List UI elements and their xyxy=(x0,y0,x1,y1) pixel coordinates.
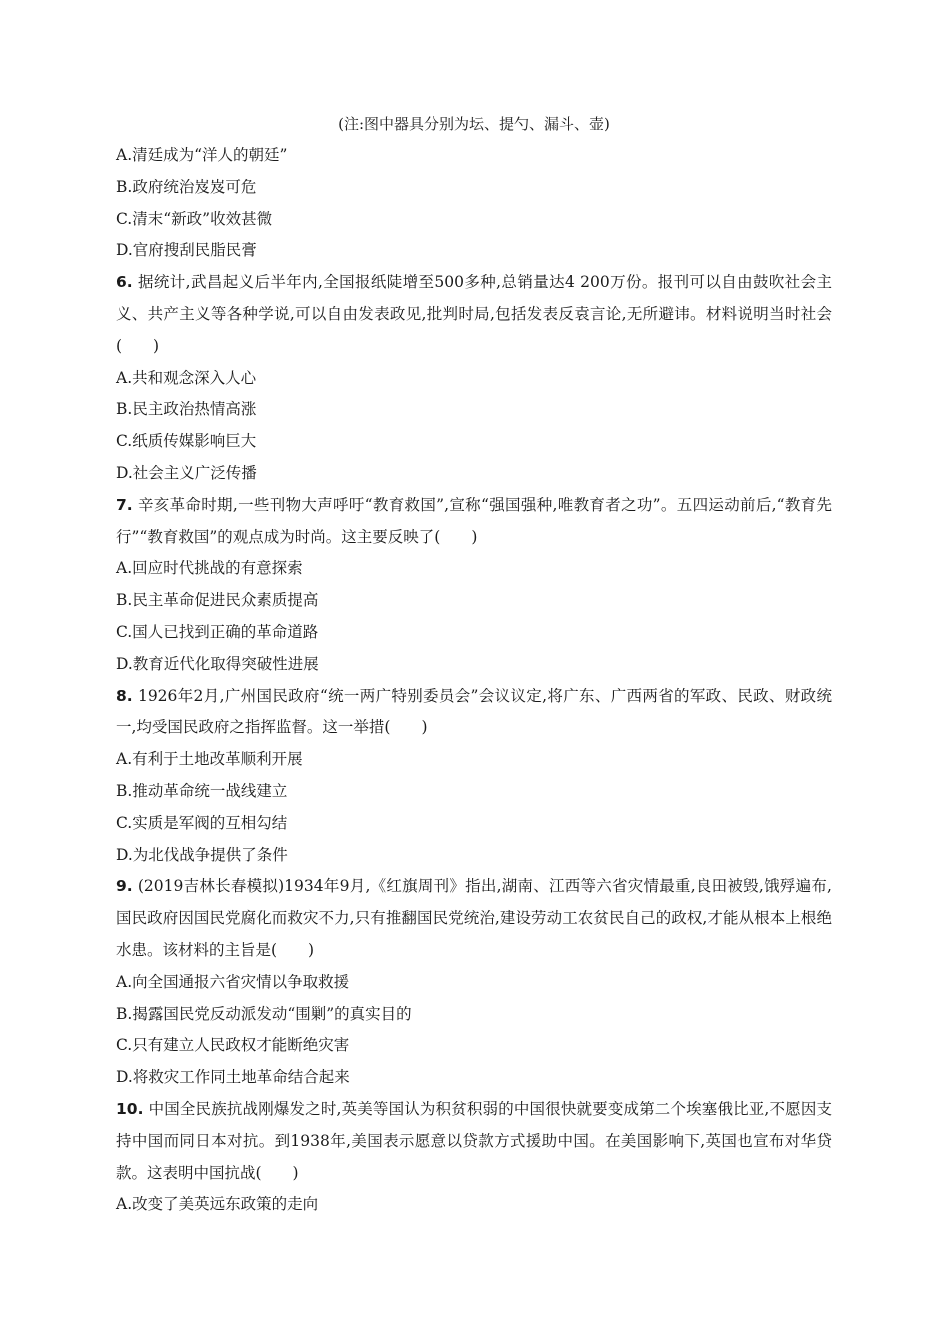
q5-option-d: D.官府搜刮民脂民膏 xyxy=(116,241,257,260)
q7-option-b: B.民主革命促进民众素质提高 xyxy=(116,591,319,610)
q9-option-c: C.只有建立人民政权才能断绝灾害 xyxy=(116,1036,350,1055)
q8-option-d: D.为北伐战争提供了条件 xyxy=(116,845,288,864)
q7-option-a: A.回应时代挑战的有意探索 xyxy=(116,559,303,578)
question-7 xyxy=(116,490,832,554)
question-number: 6. xyxy=(116,273,133,292)
question-9 xyxy=(116,871,832,966)
question-number: 8. xyxy=(116,686,133,705)
q5-option-b: B.政府统治岌岌可危 xyxy=(116,177,257,196)
q10-option-a: A.改变了美英远东政策的走向 xyxy=(116,1195,319,1214)
figure-note: (注:图中器具分别为坛、提勺、漏斗、壶) xyxy=(338,115,610,133)
q5-option-a: A.清廷成为“洋人的朝廷” xyxy=(116,146,288,164)
q9-option-a: A.向全国通报六省灾情以争取救援 xyxy=(116,972,350,991)
question-number: 7. xyxy=(116,495,133,514)
question-text: 据统计,武昌起义后半年内,全国报纸陡增至500多种,总销量达4 200万份。报刊可以自由鼓吹社会主义、共产主义等各种学说,可以自由发表政见,批判时局,包括发表反袁言论,无所避讳。材料说明当时社会( ) xyxy=(116,273,832,355)
question-6 xyxy=(116,267,832,362)
exam-page xyxy=(116,112,832,1221)
q6-option-c: C.纸质传媒影响巨大 xyxy=(116,432,257,451)
q8-option-a: A.有利于土地改革顺利开展 xyxy=(116,750,303,769)
question-8 xyxy=(116,681,832,745)
q8-option-c: C.实质是军阀的互相勾结 xyxy=(116,813,288,832)
q6-option-a: A.共和观念深入人心 xyxy=(116,368,257,387)
q8-option-b: B.推动革命统一战线建立 xyxy=(116,781,288,800)
q6-option-b: B.民主政治热情高涨 xyxy=(116,400,257,419)
question-10 xyxy=(116,1094,832,1189)
question-text: (2019吉林长春模拟)1934年9月,《红旗周刊》指出,湖南、江西等六省灾情最重,良田被毁,饿殍遍布,国民政府因国民党腐化而救灾不力,只有推翻国民党统治,建设劳动工农贫民自己的政权,才能从根本上根绝水患。该材料的主旨是( ) xyxy=(116,877,832,959)
question-text: 1926年2月,广州国民政府“统一两广特别委员会”会议议定,将广东、广西两省的军政、民政、财政统一,均受国民政府之指挥监督。这一举措( ) xyxy=(116,686,832,737)
q9-option-d: D.将救灾工作同土地革命结合起来 xyxy=(116,1068,350,1087)
q9-option-b: B.揭露国民党反动派发动“围剿”的真实目的 xyxy=(116,1004,412,1023)
q7-option-d: D.教育近代化取得突破性进展 xyxy=(116,654,319,673)
question-number: 9. xyxy=(116,877,133,896)
q7-option-c: C.国人已找到正确的革命道路 xyxy=(116,622,319,641)
question-text: 辛亥革命时期,一些刊物大声呼吁“教育救国”,宣称“强国强种,唯教育者之功”。五四运动前后,“教育先行”“教育救国”的观点成为时尚。这主要反映了( ) xyxy=(116,495,832,546)
question-number: 10. xyxy=(116,1099,144,1118)
question-text: 中国全民族抗战刚爆发之时,英美等国认为积贫积弱的中国很快就要变成第二个埃塞俄比亚,不愿因支持中国而同日本对抗。到1938年,美国表示愿意以贷款方式援助中国。在美国影响下,英国也宣布对华贷款。这表明中国抗战( ) xyxy=(116,1099,832,1182)
q6-option-d: D.社会主义广泛传播 xyxy=(116,463,257,482)
q5-option-c: C.清末“新政”收效甚微 xyxy=(116,209,273,228)
